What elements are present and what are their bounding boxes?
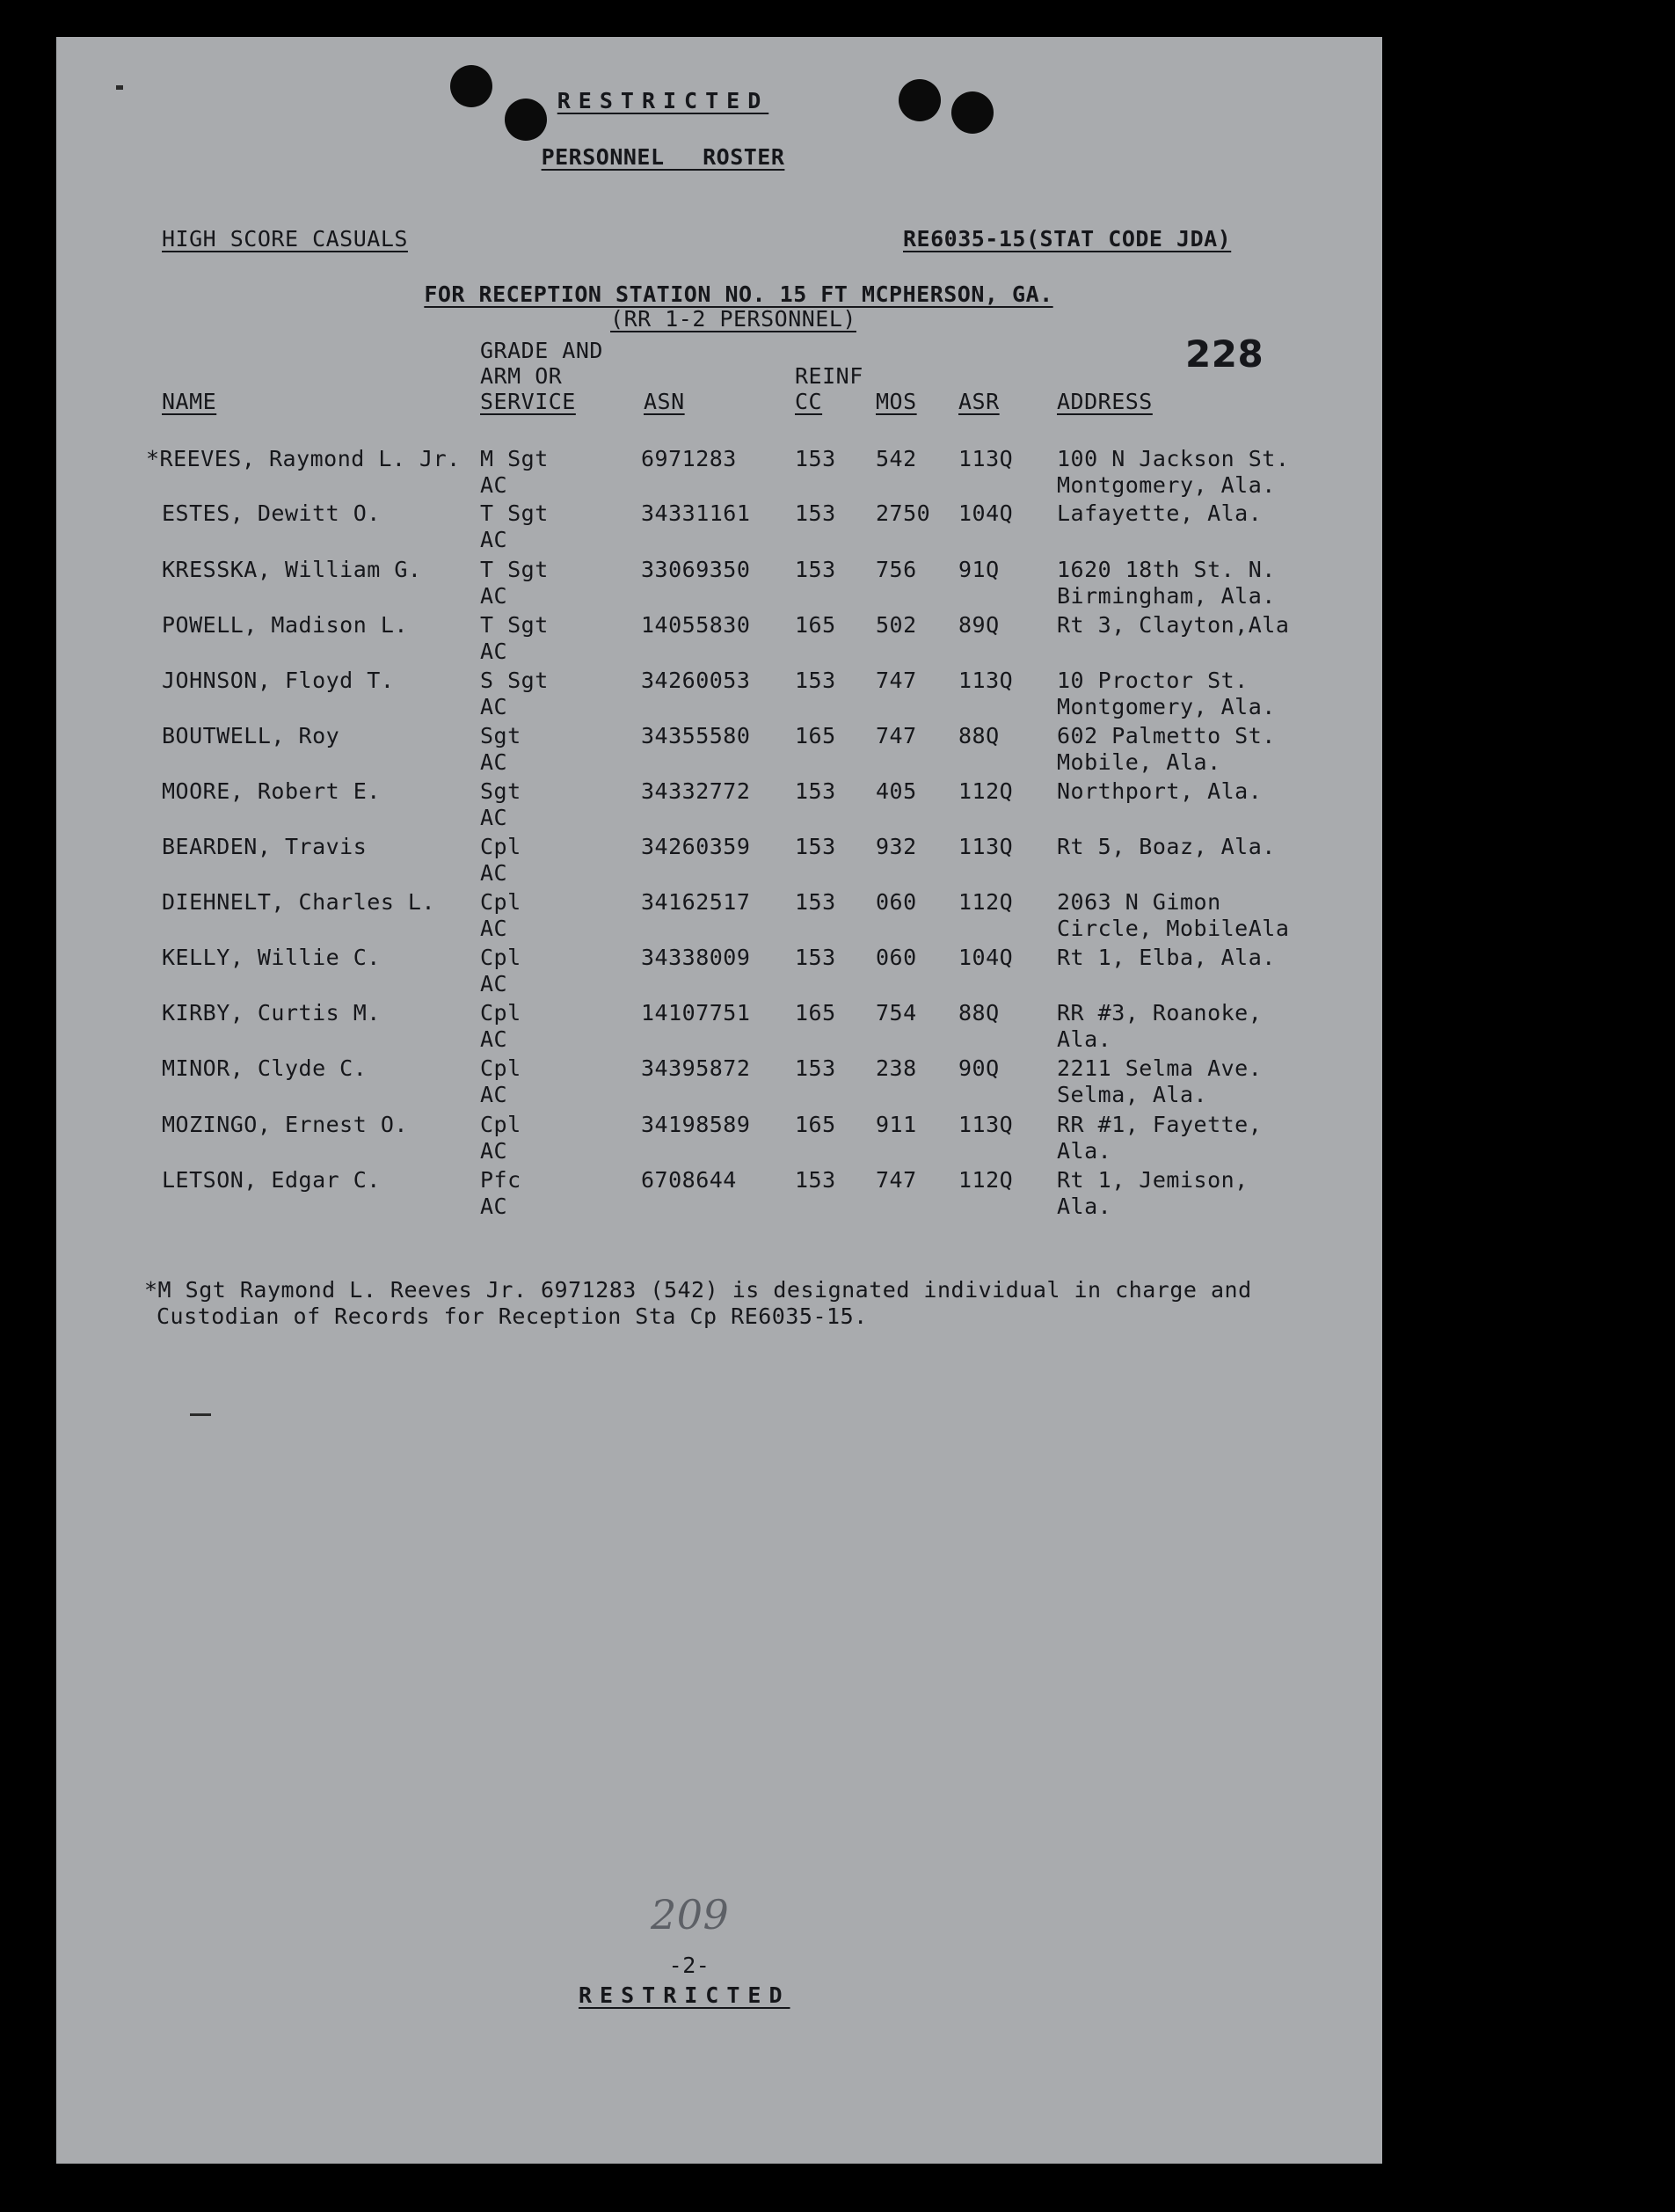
row-arm: AC [480, 1082, 508, 1107]
row-name: ESTES, Dewitt O. [162, 500, 381, 526]
row-mos: 060 [876, 945, 917, 970]
page-number: -2- [668, 1953, 710, 1978]
row-arm: AC [480, 916, 508, 941]
row-address-line1: Rt 1, Elba, Ala. [1057, 945, 1276, 970]
row-name: POWELL, Madison L. [162, 612, 408, 638]
row-address-line1: 1620 18th St. N. [1057, 557, 1276, 582]
row-grade: Cpl [480, 1055, 521, 1081]
row-cc: 153 [795, 889, 836, 915]
row-asn: 34331161 [641, 500, 751, 526]
document-page [56, 37, 1382, 2164]
row-arm: AC [480, 749, 508, 775]
row-address-line1: RR #1, Fayette, [1057, 1112, 1263, 1137]
row-asn: 34198589 [641, 1112, 751, 1137]
col-reinf-line2: CC [795, 389, 823, 414]
row-asr: 104Q [958, 945, 1014, 970]
row-mos: 238 [876, 1055, 917, 1081]
row-name: BEARDEN, Travis [162, 834, 368, 859]
punch-hole-right-1 [899, 79, 941, 121]
row-name: KIRBY, Curtis M. [162, 1000, 381, 1026]
col-grade-line2: ARM OR [480, 363, 563, 389]
table-row [56, 778, 1382, 833]
table-row [56, 945, 1382, 999]
row-asn: 34332772 [641, 778, 751, 804]
personnel-subline: (RR 1-2 PERSONNEL) [610, 306, 856, 332]
col-asr: ASR [958, 389, 1000, 414]
col-grade-line1: GRADE AND [480, 338, 603, 363]
row-address-line1: RR #3, Roanoke, [1057, 1000, 1263, 1026]
row-asr: 104Q [958, 500, 1014, 526]
row-grade: Cpl [480, 1000, 521, 1026]
row-address-line1: Northport, Ala. [1057, 778, 1263, 804]
table-row [56, 446, 1382, 500]
row-arm: AC [480, 805, 508, 830]
col-grade-line3: SERVICE [480, 389, 576, 414]
row-cc: 165 [795, 612, 836, 638]
row-grade: Cpl [480, 834, 521, 859]
row-asr: 112Q [958, 1167, 1014, 1193]
row-name: *REEVES, Raymond L. Jr. [146, 446, 461, 471]
row-address-line2: Circle, MobileAla [1057, 916, 1290, 941]
row-arm: AC [480, 971, 508, 996]
row-asr: 113Q [958, 834, 1014, 859]
row-cc: 153 [795, 1167, 836, 1193]
speck-mark [116, 85, 123, 90]
row-asn: 34395872 [641, 1055, 751, 1081]
row-grade: Pfc [480, 1167, 521, 1193]
row-mos: 747 [876, 723, 917, 748]
row-name: MOORE, Robert E. [162, 778, 381, 804]
row-arm: AC [480, 527, 508, 552]
row-grade: T Sgt [480, 500, 549, 526]
group-right: RE6035-15(STAT CODE JDA) [903, 226, 1232, 252]
row-mos: 542 [876, 446, 917, 471]
row-arm: AC [480, 1026, 508, 1052]
col-asn: ASN [644, 389, 685, 414]
row-grade: M Sgt [480, 446, 549, 471]
table-row [56, 723, 1382, 777]
row-cc: 153 [795, 834, 836, 859]
row-asn: 14107751 [641, 1000, 751, 1026]
row-address-line1: 602 Palmetto St. [1057, 723, 1276, 748]
table-row [56, 668, 1382, 722]
row-arm: AC [480, 1138, 508, 1164]
row-cc: 165 [795, 1000, 836, 1026]
row-name: DIEHNELT, Charles L. [162, 889, 436, 915]
row-address-line2: Montgomery, Ala. [1057, 472, 1276, 498]
footnote-line1: *M Sgt Raymond L. Reeves Jr. 6971283 (542) is designated individual in charge and [144, 1277, 1252, 1303]
punch-hole-right-2 [951, 91, 994, 134]
table-row [56, 612, 1382, 667]
row-grade: Sgt [480, 778, 521, 804]
row-cc: 153 [795, 778, 836, 804]
table-row [56, 1000, 1382, 1055]
row-name: BOUTWELL, Roy [162, 723, 340, 748]
row-address-line1: 100 N Jackson St. [1057, 446, 1290, 471]
row-asr: 113Q [958, 446, 1014, 471]
row-asr: 90Q [958, 1055, 1000, 1081]
reception-station-line: FOR RECEPTION STATION NO. 15 FT MCPHERSON, GA. [424, 281, 1053, 307]
col-name: NAME [162, 389, 217, 414]
row-asr: 91Q [958, 557, 1000, 582]
row-grade: Cpl [480, 945, 521, 970]
row-address-line1: Rt 1, Jemison, [1057, 1167, 1249, 1193]
punch-hole-left-1 [450, 65, 492, 107]
row-cc: 153 [795, 1055, 836, 1081]
row-grade: Cpl [480, 889, 521, 915]
row-address-line2: Selma, Ala. [1057, 1082, 1208, 1107]
row-mos: 2750 [876, 500, 931, 526]
row-mos: 932 [876, 834, 917, 859]
handwritten-number: 209 [651, 1891, 730, 1938]
row-mos: 502 [876, 612, 917, 638]
row-arm: AC [480, 1194, 508, 1219]
table-row [56, 834, 1382, 888]
row-cc: 153 [795, 557, 836, 582]
row-asr: 112Q [958, 889, 1014, 915]
col-reinf-line1: REINF [795, 363, 863, 389]
row-arm: AC [480, 639, 508, 664]
classification-bottom: RESTRICTED [579, 1982, 790, 2008]
row-address-line2: Montgomery, Ala. [1057, 694, 1276, 719]
row-mos: 747 [876, 1167, 917, 1193]
row-cc: 165 [795, 723, 836, 748]
table-row [56, 1167, 1382, 1222]
row-arm: AC [480, 583, 508, 609]
row-asn: 34260359 [641, 834, 751, 859]
row-name: MOZINGO, Ernest O. [162, 1112, 408, 1137]
row-cc: 165 [795, 1112, 836, 1137]
row-arm: AC [480, 860, 508, 886]
col-address: ADDRESS [1057, 389, 1153, 414]
row-name: KELLY, Willie C. [162, 945, 381, 970]
document-title: PERSONNEL ROSTER [541, 144, 785, 170]
row-asn: 34260053 [641, 668, 751, 693]
row-asn: 14055830 [641, 612, 751, 638]
row-address-line2: Birmingham, Ala. [1057, 583, 1276, 609]
row-asr: 88Q [958, 1000, 1000, 1026]
row-mos: 911 [876, 1112, 917, 1137]
table-row [56, 1055, 1382, 1110]
row-address-line1: 2211 Selma Ave. [1057, 1055, 1263, 1081]
table-row [56, 500, 1382, 555]
row-cc: 153 [795, 500, 836, 526]
stamp-number: 228 [1185, 332, 1264, 376]
row-name: JOHNSON, Floyd T. [162, 668, 395, 693]
table-row [56, 557, 1382, 611]
row-grade: T Sgt [480, 557, 549, 582]
row-mos: 756 [876, 557, 917, 582]
row-asr: 88Q [958, 723, 1000, 748]
dash-mark [190, 1413, 211, 1416]
row-asr: 113Q [958, 668, 1014, 693]
row-mos: 060 [876, 889, 917, 915]
row-address-line2: Ala. [1057, 1026, 1112, 1052]
row-grade: S Sgt [480, 668, 549, 693]
group-left: HIGH SCORE CASUALS [162, 226, 408, 252]
row-cc: 153 [795, 945, 836, 970]
row-name: KRESSKA, William G. [162, 557, 422, 582]
row-grade: T Sgt [480, 612, 549, 638]
row-mos: 747 [876, 668, 917, 693]
row-address-line2: Ala. [1057, 1194, 1112, 1219]
row-address-line2: Ala. [1057, 1138, 1112, 1164]
row-asr: 112Q [958, 778, 1014, 804]
row-asr: 113Q [958, 1112, 1014, 1137]
row-asn: 34162517 [641, 889, 751, 915]
row-mos: 405 [876, 778, 917, 804]
col-mos: MOS [876, 389, 917, 414]
row-address-line1: Rt 3, Clayton,Ala [1057, 612, 1290, 638]
classification-top: RESTRICTED [557, 88, 769, 113]
row-asr: 89Q [958, 612, 1000, 638]
row-arm: AC [480, 694, 508, 719]
row-address-line1: Rt 5, Boaz, Ala. [1057, 834, 1276, 859]
row-address-line1: 2063 N Gimon [1057, 889, 1221, 915]
row-name: LETSON, Edgar C. [162, 1167, 381, 1193]
footnote-line2: Custodian of Records for Reception Sta Cp RE6035-15. [157, 1303, 868, 1329]
row-cc: 153 [795, 668, 836, 693]
row-cc: 153 [795, 446, 836, 471]
row-address-line2: Mobile, Ala. [1057, 749, 1221, 775]
row-arm: AC [480, 472, 508, 498]
row-asn: 33069350 [641, 557, 751, 582]
row-mos: 754 [876, 1000, 917, 1026]
row-address-line1: 10 Proctor St. [1057, 668, 1249, 693]
row-asn: 6971283 [641, 446, 737, 471]
table-row [56, 889, 1382, 944]
row-grade: Sgt [480, 723, 521, 748]
row-address-line1: Lafayette, Ala. [1057, 500, 1263, 526]
row-asn: 6708644 [641, 1167, 737, 1193]
row-grade: Cpl [480, 1112, 521, 1137]
table-row [56, 1112, 1382, 1166]
row-name: MINOR, Clyde C. [162, 1055, 368, 1081]
row-asn: 34338009 [641, 945, 751, 970]
row-asn: 34355580 [641, 723, 751, 748]
